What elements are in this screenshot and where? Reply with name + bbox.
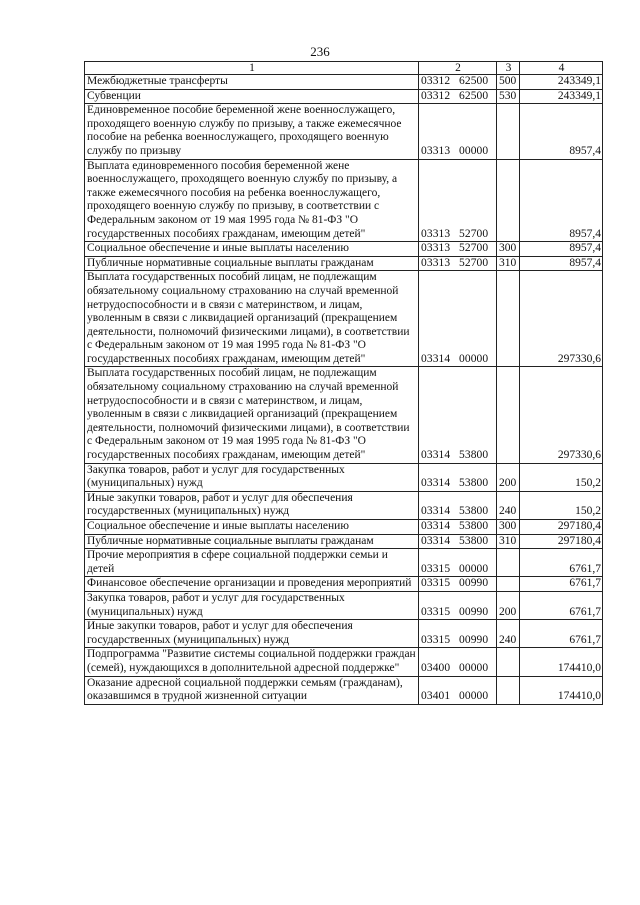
row-name: Социальное обеспечение и иные выплаты населению [85, 242, 419, 257]
row-name: Иные закупки товаров, работ и услуг для обеспечения государственных (муниципальных) нужд [85, 620, 419, 648]
csr-code-program: 03313 [421, 227, 451, 240]
table-row [85, 89, 603, 104]
header-col-3: 3 [497, 62, 520, 75]
table-row [85, 676, 603, 704]
row-csr-code [419, 534, 497, 549]
row-name: Подпрограмма "Развитие системы социальной поддержки граждан (семей), нуждающихся в дополнительной адресной поддержке" [85, 648, 419, 676]
header-col-4: 4 [520, 62, 603, 75]
csr-code-program: 03314 [421, 352, 451, 365]
row-vr-code: 310 [497, 534, 520, 549]
row-sum: 297330,6 [520, 271, 603, 367]
csr-code-program: 03312 [421, 75, 451, 87]
csr-code-direction: 53800 [459, 477, 489, 490]
csr-code-program: 03315 [421, 633, 451, 646]
csr-code-direction: 53800 [459, 449, 489, 462]
csr-code-program: 03314 [421, 505, 451, 518]
csr-code-program: 03314 [421, 534, 451, 547]
row-vr-code: 300 [497, 520, 520, 535]
row-vr-code [497, 104, 520, 159]
row-csr-code [419, 271, 497, 367]
budget-table [84, 61, 603, 705]
table-row [85, 75, 603, 90]
row-sum: 8957,4 [520, 159, 603, 242]
row-vr-code [497, 676, 520, 704]
row-csr-code [419, 104, 497, 159]
csr-code-program: 03314 [421, 520, 451, 532]
page-number: 236 [310, 44, 330, 59]
row-vr-code [497, 648, 520, 676]
csr-code-program: 03314 [421, 449, 451, 462]
row-name: Единовременное пособие беременной жене военнослужащего, проходящего военную службу по призыву, а также ежемесячное пособие на ребенка военнослужащего, проходящего военную службу по призыву [85, 104, 419, 159]
row-sum: 150,2 [520, 463, 603, 491]
csr-code-direction: 00000 [459, 690, 489, 703]
table-row [85, 367, 603, 463]
row-vr-code: 300 [497, 242, 520, 257]
row-vr-code: 310 [497, 256, 520, 271]
csr-code-direction: 62500 [459, 75, 489, 87]
row-name: Выплата единовременного пособия беременной жене военнослужащего, проходящего военную службу по призыву, а также ежемесячного пособия на ребенка военнослужащего, проходящего военную службу по призыву, в соответствии с Федеральным законом от 19 мая 1995 года № 81-ФЗ "О государственных пособиях гражданам, имеющим детей" [85, 159, 419, 242]
row-sum: 243349,1 [520, 89, 603, 104]
row-vr-code [497, 577, 520, 592]
row-csr-code [419, 242, 497, 257]
row-name: Публичные нормативные социальные выплаты гражданам [85, 534, 419, 549]
row-name: Выплата государственных пособий лицам, не подлежащим обязательному социальному страхованию на случай временной нетрудоспособности и в связи с материнством, и лицам, уволенным в связи с ликвидацией организаций (прекращением деятельности, полномочий физическими лицами), в соответствии с Федеральным законом от 19 мая 1995 года № 81-ФЗ "О государственных пособиях гражданам, имеющим детей" [85, 367, 419, 463]
csr-code-program: 03315 [421, 577, 451, 590]
row-vr-code: 200 [497, 463, 520, 491]
csr-code-direction: 00000 [459, 661, 489, 674]
row-vr-code: 200 [497, 591, 520, 619]
csr-code-direction: 00000 [459, 144, 489, 157]
row-name: Иные закупки товаров, работ и услуг для обеспечения государственных (муниципальных) нужд [85, 491, 419, 519]
row-vr-code: 500 [497, 75, 520, 90]
row-sum: 8957,4 [520, 104, 603, 159]
csr-code-direction: 00990 [459, 605, 489, 618]
csr-code-program: 03312 [421, 89, 451, 102]
row-vr-code: 240 [497, 620, 520, 648]
csr-code-program: 03313 [421, 242, 451, 255]
row-csr-code [419, 89, 497, 104]
table-body [85, 75, 603, 705]
row-vr-code [497, 367, 520, 463]
row-sum: 297180,4 [520, 534, 603, 549]
row-name: Социальное обеспечение и иные выплаты населению [85, 520, 419, 535]
table-row [85, 520, 603, 535]
csr-code-direction: 53800 [459, 505, 489, 518]
csr-code-program: 03400 [421, 661, 451, 674]
table-row [85, 591, 603, 619]
row-csr-code [419, 549, 497, 577]
csr-code-program: 03313 [421, 144, 451, 157]
row-vr-code [497, 549, 520, 577]
row-name: Закупка товаров, работ и услуг для государственных (муниципальных) нужд [85, 463, 419, 491]
row-sum: 6761,7 [520, 577, 603, 592]
row-name: Межбюджетные трансферты [85, 75, 419, 90]
row-vr-code: 240 [497, 491, 520, 519]
row-name: Субвенции [85, 89, 419, 104]
row-csr-code [419, 520, 497, 535]
row-sum: 6761,7 [520, 549, 603, 577]
row-sum: 150,2 [520, 491, 603, 519]
table-row [85, 271, 603, 367]
row-name: Прочие мероприятия в сфере социальной поддержки семьи и детей [85, 549, 419, 577]
row-csr-code [419, 676, 497, 704]
row-vr-code [497, 159, 520, 242]
csr-code-direction: 52700 [459, 227, 489, 240]
row-sum: 8957,4 [520, 242, 603, 257]
csr-code-direction: 52700 [459, 256, 489, 269]
row-vr-code: 530 [497, 89, 520, 104]
row-csr-code [419, 463, 497, 491]
csr-code-program: 03315 [421, 605, 451, 618]
row-sum: 6761,7 [520, 591, 603, 619]
row-sum: 174410,0 [520, 676, 603, 704]
row-csr-code [419, 159, 497, 242]
row-sum: 174410,0 [520, 648, 603, 676]
table-row [85, 549, 603, 577]
table-row [85, 256, 603, 271]
row-csr-code [419, 620, 497, 648]
table-row [85, 648, 603, 676]
row-csr-code [419, 256, 497, 271]
table-header-row [85, 62, 603, 75]
row-name: Оказание адресной социальной поддержки семьям (гражданам), оказавшимся в трудной жизненной ситуации [85, 676, 419, 704]
table-row [85, 620, 603, 648]
row-csr-code [419, 491, 497, 519]
csr-code-direction: 00990 [459, 577, 489, 590]
table-row [85, 104, 603, 159]
row-sum: 243349,1 [520, 75, 603, 90]
table-row [85, 242, 603, 257]
table-row [85, 463, 603, 491]
row-name: Публичные нормативные социальные выплаты гражданам [85, 256, 419, 271]
header-col-1: 1 [85, 62, 419, 75]
table-row [85, 159, 603, 242]
row-vr-code [497, 271, 520, 367]
csr-code-program: 03314 [421, 477, 451, 490]
row-csr-code [419, 75, 497, 90]
header-col-2: 2 [419, 62, 497, 75]
csr-code-program: 03313 [421, 256, 451, 269]
table-row [85, 534, 603, 549]
row-csr-code [419, 648, 497, 676]
row-csr-code [419, 591, 497, 619]
row-csr-code [419, 577, 497, 592]
row-name: Выплата государственных пособий лицам, не подлежащим обязательному социальному страхованию на случай временной нетрудоспособности и в связи с материнством, и лицам, уволенным в связи с ликвидацией организаций (прекращением деятельности, полномочий физическими лицами), в соответствии с Федеральным законом от 19 мая 1995 года № 81-ФЗ "О государственных пособиях гражданам, имеющим детей" [85, 271, 419, 367]
row-sum: 8957,4 [520, 256, 603, 271]
csr-code-program: 03401 [421, 690, 451, 703]
table-row [85, 577, 603, 592]
csr-code-direction: 52700 [459, 242, 489, 255]
row-name: Закупка товаров, работ и услуг для государственных (муниципальных) нужд [85, 591, 419, 619]
csr-code-direction: 62500 [459, 89, 489, 102]
row-name: Финансовое обеспечение организации и проведения мероприятий [85, 577, 419, 592]
row-sum: 297180,4 [520, 520, 603, 535]
csr-code-direction: 53800 [459, 534, 489, 547]
csr-code-direction: 00000 [459, 562, 489, 575]
csr-code-direction: 00990 [459, 633, 489, 646]
row-sum: 297330,6 [520, 367, 603, 463]
csr-code-direction: 00000 [459, 352, 489, 365]
row-sum: 6761,7 [520, 620, 603, 648]
table-row [85, 491, 603, 519]
row-csr-code [419, 367, 497, 463]
csr-code-program: 03315 [421, 562, 451, 575]
csr-code-direction: 53800 [459, 520, 489, 532]
